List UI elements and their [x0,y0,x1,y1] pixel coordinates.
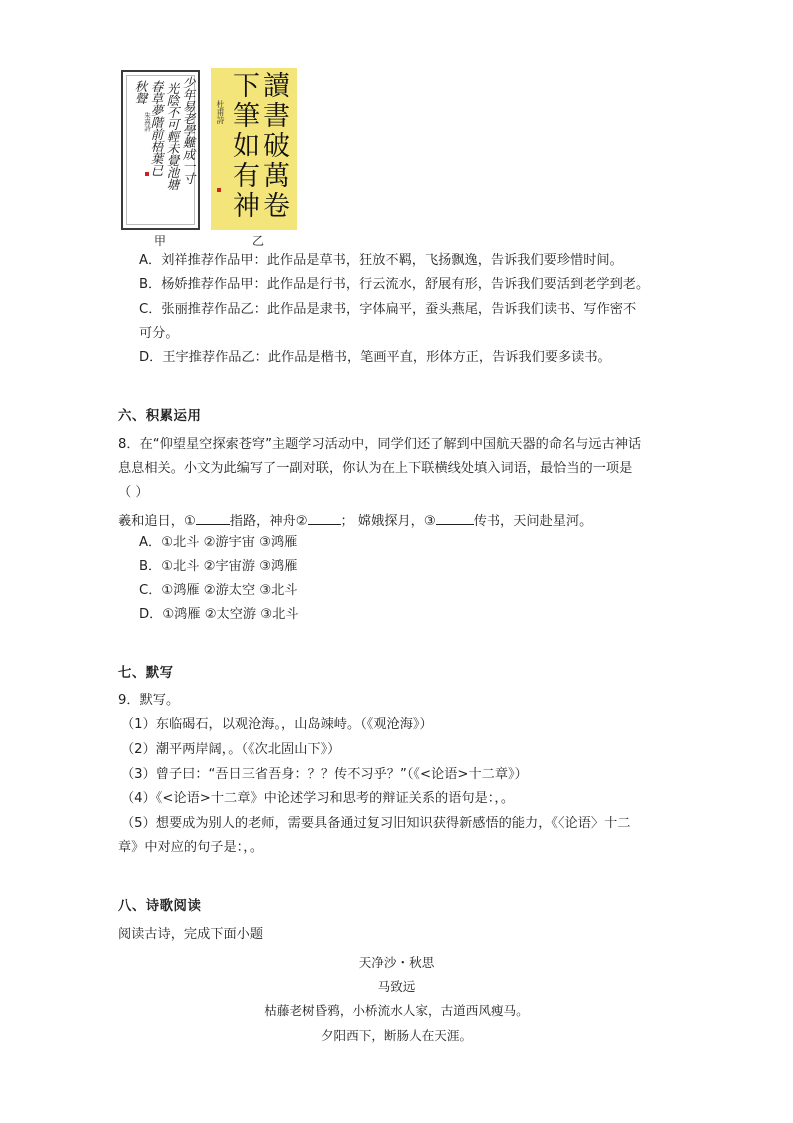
couplet-line [118,510,592,531]
poem-line-2: 夕阳西下，断肠人在天涯。 [320,1028,473,1043]
calligraphy-image-jia [121,70,200,230]
q9-item-2: （2）潮平两岸阔，。（《次北固山下》） [121,742,341,757]
q7-option-a: A．刘祥推荐作品甲：此作品是草书，狂放不羁，飞扬飘逸，告诉我们要珍惜时间。 [139,253,623,268]
q9-item-5: （5）想要成为别人的老师，需要具备通过复习旧知识获得新感悟的能力，《〈论语〉十二 [121,816,631,831]
caption-jia: 甲 [154,234,167,248]
jia-column-4: 秋聲 [133,80,148,104]
caption-yi: 乙 [252,234,265,248]
yi-column-2: 下筆如有神 [228,71,259,221]
q8-answer-paren: （ ） [118,485,149,500]
q8-stem-line-2: 息息相关。小文为此编写了一副对联，你认为在上下联横线处填入词语，最恰当的一项是 [118,461,633,476]
q8-stem-line-1: 8．在“仰望星空探索苍穹”主题学习活动中，同学们还了解到中国航天器的命名与远古神话 [118,437,642,452]
calligraphy-image-yi [211,68,297,230]
q7-option-c-continued: 可分。 [139,326,179,341]
poem-title: 天净沙・秋思 [358,955,435,970]
jia-column-1: 少年易老學難成一寸 [181,76,196,184]
yi-seal [217,188,221,192]
couplet-part-1: 羲和追日， [118,514,184,529]
section-7-title: 七、默写 [118,666,174,681]
q8-option-a: A．①北斗 ②游宇宙 ③鸿雁 [139,535,298,550]
q7-option-b: B．杨娇推荐作品甲：此作品是行书，行云流水，舒展有形，告诉我们要活到老学到老。 [139,277,650,292]
blank-marker-3: ③ [423,514,436,529]
q9-item-3: （3）曾子曰：“吾日三省吾身：？？传不习乎？”（《<论语>十二章》） [121,767,528,782]
section-8-title: 八、诗歌阅读 [118,899,202,914]
jia-inscription: 朱熹詩 [143,112,151,132]
couplet-part-2: 指路，神舟 [229,514,296,529]
section-6-title: 六、积累运用 [118,409,202,424]
q8-option-b: B．①北斗 ②宇宙游 ③鸿雁 [139,559,298,574]
poem-author: 马致远 [377,979,416,994]
q8-option-c: C．①鸿雁 ②游太空 ③北斗 [139,583,298,598]
jia-column-3: 春草夢階前梧葉已 [149,80,164,176]
jia-column-2: 光陰不可輕未覺池塘 [165,82,180,190]
yi-inscription: 杜甫詩 [216,100,225,124]
q7-option-d: D．王宇推荐作品乙：此作品是楷书，笔画平直，形体方正，告诉我们要多读书。 [139,350,611,365]
couplet-part-3: ； 嫦娥探月， [340,514,424,529]
jia-seal [145,172,149,176]
blank-marker-1: ① [183,514,196,529]
blank-2[interactable] [308,510,341,525]
blank-3[interactable] [436,510,474,525]
blank-marker-2: ② [295,514,308,529]
q7-option-c: C．张丽推荐作品乙：此作品是隶书，字体扁平，蚕头燕尾，告诉我们读书、写作密不 [139,302,637,317]
couplet-part-4: 传书，天问赴星河。 [473,514,593,529]
q9-item-1: （1）东临碣石，以观沧海。，山岛竦峙。（《观沧海》） [121,717,433,732]
q9-item-4: （4）《<论语>十二章》中论述学习和思考的辩证关系的语句是：，。 [121,791,515,806]
poem-line-1: 枯藤老树昏鸦，小桥流水人家，古道西风瘦马。 [264,1003,529,1018]
q9-item-5-continued: 章》中对应的句子是：，。 [118,840,264,855]
q8-option-d: D．①鸿雁 ②太空游 ③北斗 [139,607,299,622]
yi-column-1: 讀書破萬卷 [258,71,289,221]
poem-instruction: 阅读古诗，完成下面小题 [118,927,264,942]
q9-stem: 9．默写。 [118,693,180,708]
blank-1[interactable] [196,510,230,525]
